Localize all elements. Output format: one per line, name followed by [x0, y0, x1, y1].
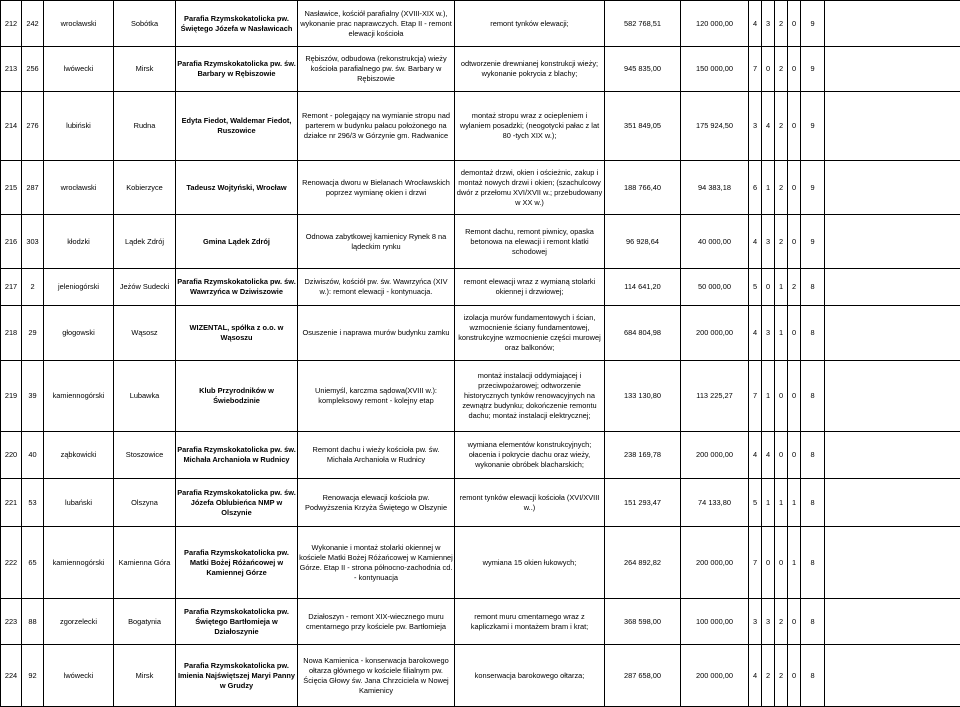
score-3-cell: 2 — [775, 1, 788, 47]
empty-cell — [825, 1, 960, 47]
score-4-cell: 2 — [788, 269, 801, 306]
score-2-cell: 3 — [762, 599, 775, 645]
score-3-cell: 1 — [775, 306, 788, 361]
score-4-cell: 0 — [788, 161, 801, 215]
table-row — [1, 306, 960, 361]
applicant-cell: Gmina Lądek Zdrój — [176, 215, 298, 269]
table-row — [1, 479, 960, 527]
municipality-cell: Olszyna — [114, 479, 176, 527]
score-2-cell: 0 — [762, 47, 775, 92]
total-cost-cell: 114 641,20 — [605, 269, 681, 306]
municipality-cell: Sobótka — [114, 1, 176, 47]
applicant-cell: Klub Przyrodników w Świebodzinie — [176, 361, 298, 432]
scope-cell: montaż stropu wraz z ociepleniem i wylaniem posadzki; (neogotycki pałac z lat 80 -tych XIX w.); — [455, 92, 605, 161]
table-row — [1, 269, 960, 306]
empty-cell — [825, 215, 960, 269]
empty-cell — [825, 92, 960, 161]
total-cost-cell: 264 892,82 — [605, 527, 681, 599]
score-2-cell: 3 — [762, 215, 775, 269]
scope-cell: wymiana 15 okien łukowych; — [455, 527, 605, 599]
score-total-cell: 9 — [801, 47, 825, 92]
municipality-cell: Jeżów Sudecki — [114, 269, 176, 306]
total-cost-cell: 96 928,64 — [605, 215, 681, 269]
total-cost-cell: 351 849,05 — [605, 92, 681, 161]
scope-cell: montaż instalacji oddymiającej i przeciwpożarowej; odtworzenie historycznych tynków renowacyjnych na zewnątrz budynku; dokończenie remontu dachu; montaż instalacji elektrycznej; — [455, 361, 605, 432]
score-3-cell: 2 — [775, 161, 788, 215]
county-cell: lwówecki — [44, 645, 114, 707]
scope-cell: konserwacja barokowego ołtarza; — [455, 645, 605, 707]
county-cell: kamiennogórski — [44, 527, 114, 599]
lp-cell: 212 — [1, 1, 22, 47]
lp-cell: 222 — [1, 527, 22, 599]
application-number-cell: 29 — [22, 306, 44, 361]
requested-amount-cell: 175 924,50 — [681, 92, 749, 161]
object-cell: Odnowa zabytkowej kamienicy Rynek 8 na lądeckim rynku — [298, 215, 455, 269]
requested-amount-cell: 40 000,00 — [681, 215, 749, 269]
application-number-cell: 242 — [22, 1, 44, 47]
score-total-cell: 9 — [801, 161, 825, 215]
score-4-cell: 0 — [788, 361, 801, 432]
applicant-cell: Parafia Rzymskokatolicka pw. Świętego Józefa w Nasławicach — [176, 1, 298, 47]
municipality-cell: Bogatynia — [114, 599, 176, 645]
scope-cell: odtworzenie drewnianej konstrukcji wieży; wykonanie pokrycia z blachy; — [455, 47, 605, 92]
score-2-cell: 0 — [762, 527, 775, 599]
county-cell: lubiński — [44, 92, 114, 161]
county-cell: zgorzelecki — [44, 599, 114, 645]
score-4-cell: 0 — [788, 92, 801, 161]
object-cell: Nowa Kamienica - konserwacja barokowego ołtarza głównego w kościele filialnym pw. Ścięcia Głowy św. Jana Chrzciciela w Nowej Kamienicy — [298, 645, 455, 707]
county-cell: kamiennogórski — [44, 361, 114, 432]
score-total-cell: 8 — [801, 306, 825, 361]
requested-amount-cell: 200 000,00 — [681, 527, 749, 599]
table-row — [1, 645, 960, 707]
lp-cell: 221 — [1, 479, 22, 527]
score-3-cell: 1 — [775, 479, 788, 527]
table-row — [1, 527, 960, 599]
score-3-cell: 2 — [775, 645, 788, 707]
applicant-cell: Parafia Rzymskokatolicka pw. św. Barbary w Rębiszowie — [176, 47, 298, 92]
object-cell: Remont dachu i wieży kościoła pw. św. Michała Archanioła w Rudnicy — [298, 432, 455, 479]
empty-cell — [825, 599, 960, 645]
object-cell: Rębiszów, odbudowa (rekonstrukcja) wieży kościoła parafialnego pw. św. Barbary w Rębiszowie — [298, 47, 455, 92]
score-total-cell: 8 — [801, 361, 825, 432]
object-cell: Remont - polegający na wymianie stropu nad parterem w budynku pałacu położonego na działce nr 296/3 w Górzynie gm. Radwanice — [298, 92, 455, 161]
requested-amount-cell: 120 000,00 — [681, 1, 749, 47]
score-total-cell: 8 — [801, 269, 825, 306]
score-1-cell: 3 — [749, 599, 762, 645]
score-3-cell: 0 — [775, 432, 788, 479]
application-number-cell: 2 — [22, 269, 44, 306]
application-number-cell: 303 — [22, 215, 44, 269]
table-row — [1, 92, 960, 161]
score-1-cell: 4 — [749, 306, 762, 361]
scope-cell: remont muru cmentarnego wraz z kapliczkami i montażem bram i krat; — [455, 599, 605, 645]
table-row — [1, 161, 960, 215]
score-total-cell: 8 — [801, 599, 825, 645]
lp-cell: 223 — [1, 599, 22, 645]
score-2-cell: 1 — [762, 479, 775, 527]
score-1-cell: 7 — [749, 527, 762, 599]
total-cost-cell: 287 658,00 — [605, 645, 681, 707]
municipality-cell: Rudna — [114, 92, 176, 161]
county-cell: głogowski — [44, 306, 114, 361]
score-2-cell: 3 — [762, 1, 775, 47]
score-2-cell: 4 — [762, 92, 775, 161]
application-number-cell: 40 — [22, 432, 44, 479]
scope-cell: wymiana elementów konstrukcyjnych; ołacenia i pokrycie dachu oraz wieży, wykonanie obróbek blacharskich; — [455, 432, 605, 479]
scope-cell: remont tynków elewacji; — [455, 1, 605, 47]
applicant-cell: WIZENTAL, spółka z o.o. w Wąsoszu — [176, 306, 298, 361]
score-3-cell: 2 — [775, 215, 788, 269]
municipality-cell: Mirsk — [114, 47, 176, 92]
table-row — [1, 599, 960, 645]
score-4-cell: 0 — [788, 1, 801, 47]
score-1-cell: 4 — [749, 215, 762, 269]
score-3-cell: 0 — [775, 361, 788, 432]
total-cost-cell: 368 598,00 — [605, 599, 681, 645]
table-row — [1, 361, 960, 432]
applicant-cell: Parafia Rzymskokatolicka pw. św. Józefa Oblubieńca NMP w Olszynie — [176, 479, 298, 527]
score-4-cell: 0 — [788, 645, 801, 707]
object-cell: Działoszyn - remont XIX-wiecznego muru cmentarnego przy kościele pw. Bartłomieja — [298, 599, 455, 645]
score-4-cell: 0 — [788, 215, 801, 269]
empty-cell — [825, 479, 960, 527]
empty-cell — [825, 432, 960, 479]
application-number-cell: 256 — [22, 47, 44, 92]
score-1-cell: 4 — [749, 1, 762, 47]
county-cell: lubański — [44, 479, 114, 527]
score-1-cell: 3 — [749, 92, 762, 161]
application-number-cell: 53 — [22, 479, 44, 527]
score-total-cell: 8 — [801, 479, 825, 527]
score-2-cell: 2 — [762, 645, 775, 707]
score-2-cell: 3 — [762, 306, 775, 361]
score-total-cell: 9 — [801, 215, 825, 269]
application-number-cell: 39 — [22, 361, 44, 432]
score-2-cell: 1 — [762, 161, 775, 215]
table-row — [1, 432, 960, 479]
total-cost-cell: 945 835,00 — [605, 47, 681, 92]
score-2-cell: 0 — [762, 269, 775, 306]
municipality-cell: Lubawka — [114, 361, 176, 432]
application-number-cell: 88 — [22, 599, 44, 645]
object-cell: Dziwiszów, kościół pw. św. Wawrzyńca (XIV w.): remont elewacji - kontynuacja. — [298, 269, 455, 306]
score-2-cell: 1 — [762, 361, 775, 432]
object-cell: Wykonanie i montaż stolarki okiennej w kościele Matki Bożej Różańcowej w Kamiennej Górze. Etap II - strona północno-zachodnia cd. - kontynuacja — [298, 527, 455, 599]
municipality-cell: Wąsosz — [114, 306, 176, 361]
score-1-cell: 7 — [749, 361, 762, 432]
score-4-cell: 1 — [788, 479, 801, 527]
score-1-cell: 6 — [749, 161, 762, 215]
application-number-cell: 276 — [22, 92, 44, 161]
scope-cell: remont elewacji wraz z wymianą stolarki okiennej i drzwiowej; — [455, 269, 605, 306]
score-4-cell: 0 — [788, 432, 801, 479]
score-total-cell: 9 — [801, 92, 825, 161]
applicant-cell: Edyta Fiedot, Waldemar Fiedot, Ruszowice — [176, 92, 298, 161]
empty-cell — [825, 161, 960, 215]
county-cell: ząbkowicki — [44, 432, 114, 479]
score-3-cell: 2 — [775, 92, 788, 161]
score-3-cell: 2 — [775, 47, 788, 92]
table-body — [1, 1, 960, 707]
applicant-cell: Parafia Rzymskokatolicka pw. św. Wawrzyńca w Dziwiszowie — [176, 269, 298, 306]
requested-amount-cell: 74 133,80 — [681, 479, 749, 527]
scope-cell: remont tynków elewacji kościoła (XVI/XVIII w..) — [455, 479, 605, 527]
table-row — [1, 47, 960, 92]
lp-cell: 218 — [1, 306, 22, 361]
score-total-cell: 8 — [801, 645, 825, 707]
empty-cell — [825, 645, 960, 707]
score-total-cell: 8 — [801, 527, 825, 599]
total-cost-cell: 151 293,47 — [605, 479, 681, 527]
county-cell: lwówecki — [44, 47, 114, 92]
empty-cell — [825, 361, 960, 432]
lp-cell: 220 — [1, 432, 22, 479]
applicant-cell: Parafia Rzymskokatolicka pw. Matki Bożej Różańcowej w Kamiennej Górze — [176, 527, 298, 599]
score-4-cell: 0 — [788, 47, 801, 92]
lp-cell: 219 — [1, 361, 22, 432]
score-1-cell: 4 — [749, 432, 762, 479]
requested-amount-cell: 113 225,27 — [681, 361, 749, 432]
score-2-cell: 4 — [762, 432, 775, 479]
total-cost-cell: 582 768,51 — [605, 1, 681, 47]
total-cost-cell: 684 804,98 — [605, 306, 681, 361]
application-number-cell: 92 — [22, 645, 44, 707]
score-1-cell: 5 — [749, 269, 762, 306]
municipality-cell: Mirsk — [114, 645, 176, 707]
score-total-cell: 9 — [801, 1, 825, 47]
total-cost-cell: 238 169,78 — [605, 432, 681, 479]
lp-cell: 214 — [1, 92, 22, 161]
municipality-cell: Kamienna Góra — [114, 527, 176, 599]
score-4-cell: 0 — [788, 599, 801, 645]
applicant-cell: Parafia Rzymskokatolicka pw. św. Michała Archanioła w Rudnicy — [176, 432, 298, 479]
requested-amount-cell: 200 000,00 — [681, 645, 749, 707]
scope-cell: izolacja murów fundamentowych i ścian, wzmocnienie ściany fundamentowej, konstrukcyjne wzmocnienie części murowej oraz balkonów; — [455, 306, 605, 361]
table-row — [1, 215, 960, 269]
county-cell: kłodzki — [44, 215, 114, 269]
total-cost-cell: 188 766,40 — [605, 161, 681, 215]
score-1-cell: 5 — [749, 479, 762, 527]
municipality-cell: Stoszowice — [114, 432, 176, 479]
score-4-cell: 1 — [788, 527, 801, 599]
scope-cell: demontaż drzwi, okien i ościeżnic, zakup i montaż nowych drzwi i okien; (szachulcowy dwór z przełomu XVI/XVII w.; przebudowany w XX w.) — [455, 161, 605, 215]
county-cell: wrocławski — [44, 1, 114, 47]
requested-amount-cell: 100 000,00 — [681, 599, 749, 645]
lp-cell: 215 — [1, 161, 22, 215]
applicant-cell: Parafia Rzymskokatolicka pw. Imienia Najświętszej Maryi Panny w Grudzy — [176, 645, 298, 707]
table-row — [1, 1, 960, 47]
municipality-cell: Kobierzyce — [114, 161, 176, 215]
application-number-cell: 287 — [22, 161, 44, 215]
requested-amount-cell: 200 000,00 — [681, 306, 749, 361]
applicant-cell: Parafia Rzymskokatolicka pw. Świętego Bartłomieja w Działoszynie — [176, 599, 298, 645]
object-cell: Renowacja dworu w Bielanach Wrocławskich poprzez wymianę okien i drzwi — [298, 161, 455, 215]
score-1-cell: 7 — [749, 47, 762, 92]
total-cost-cell: 133 130,80 — [605, 361, 681, 432]
empty-cell — [825, 269, 960, 306]
lp-cell: 217 — [1, 269, 22, 306]
score-3-cell: 0 — [775, 527, 788, 599]
lp-cell: 224 — [1, 645, 22, 707]
score-1-cell: 4 — [749, 645, 762, 707]
object-cell: Renowacja elewacji kościoła pw. Podwyższenia Krzyża Świętego w Olszynie — [298, 479, 455, 527]
score-total-cell: 8 — [801, 432, 825, 479]
object-cell: Nasławice, kościół parafialny (XVIII-XIX w.), wykonanie prac naprawczych. Etap II - remont elewacji kościoła — [298, 1, 455, 47]
empty-cell — [825, 527, 960, 599]
object-cell: Osuszenie i naprawa murów budynku zamku — [298, 306, 455, 361]
requested-amount-cell: 50 000,00 — [681, 269, 749, 306]
requested-amount-cell: 150 000,00 — [681, 47, 749, 92]
county-cell: jeleniogórski — [44, 269, 114, 306]
score-3-cell: 1 — [775, 269, 788, 306]
scope-cell: Remont dachu, remont piwnicy, opaska betonowa na elewacji i remont klatki schodowej — [455, 215, 605, 269]
lp-cell: 216 — [1, 215, 22, 269]
requested-amount-cell: 200 000,00 — [681, 432, 749, 479]
applicant-cell: Tadeusz Wojtyński, Wrocław — [176, 161, 298, 215]
county-cell: wrocławski — [44, 161, 114, 215]
requested-amount-cell: 94 383,18 — [681, 161, 749, 215]
score-3-cell: 2 — [775, 599, 788, 645]
score-4-cell: 0 — [788, 306, 801, 361]
object-cell: Uniemyśl, karczma sądowa(XVIII w.): kompleksowy remont - kolejny etap — [298, 361, 455, 432]
lp-cell: 213 — [1, 47, 22, 92]
empty-cell — [825, 47, 960, 92]
municipality-cell: Lądek Zdrój — [114, 215, 176, 269]
empty-cell — [825, 306, 960, 361]
application-number-cell: 65 — [22, 527, 44, 599]
